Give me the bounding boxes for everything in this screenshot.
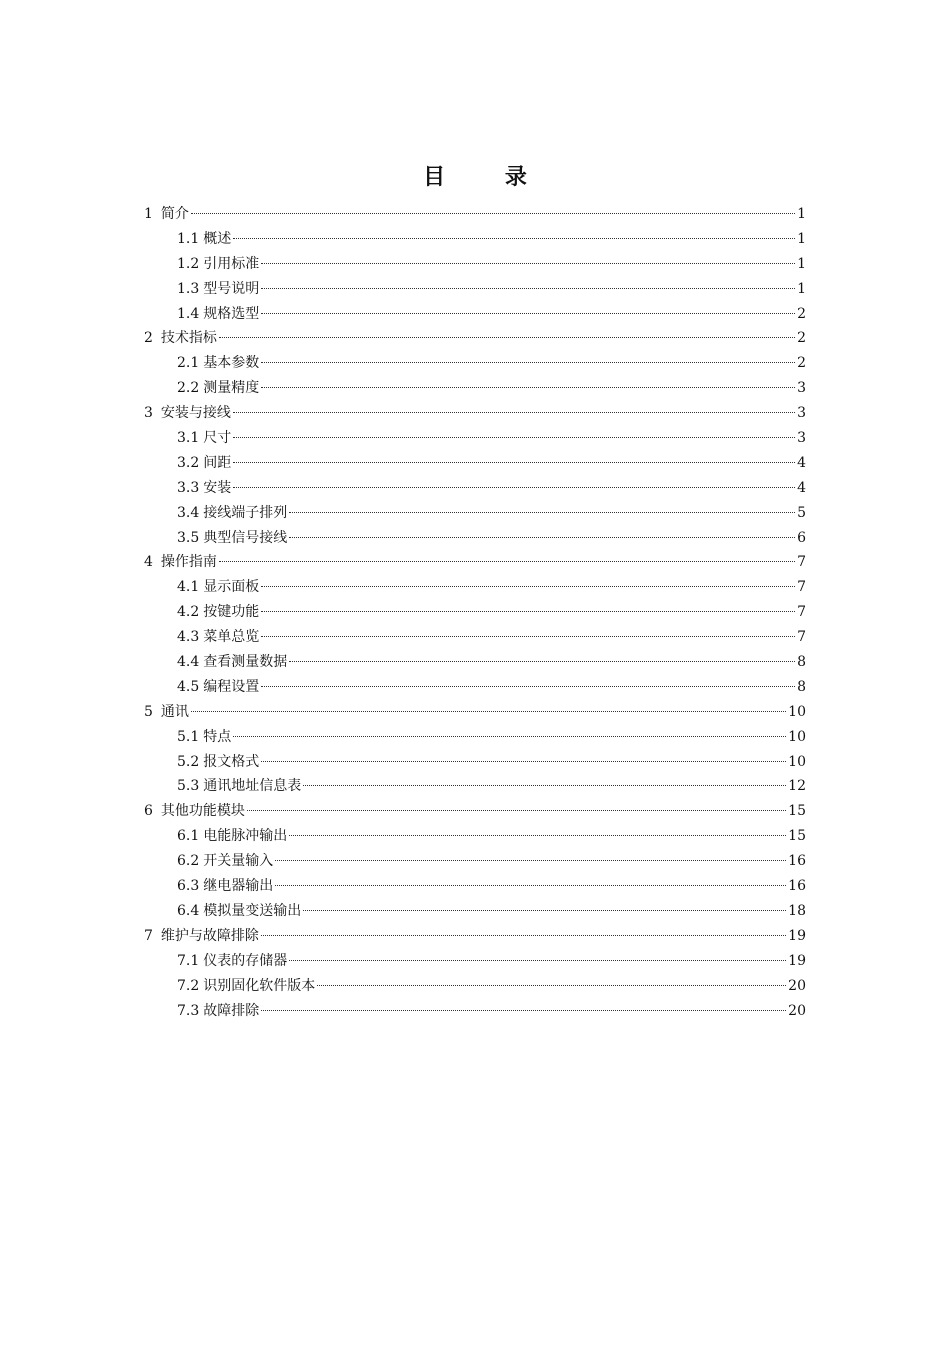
toc-entry-title: 电能脉冲输出: [203, 828, 288, 845]
toc-entry-page-number: 3: [797, 405, 806, 422]
toc-entry-title: 尺寸: [203, 430, 232, 447]
toc-entry-number: 7.1: [177, 952, 200, 969]
toc-section-entry[interactable]: [144, 999, 806, 1024]
toc-section-entry[interactable]: [144, 874, 806, 899]
toc-dot-leader: [275, 860, 786, 861]
toc-entry-page-number: 5: [797, 504, 806, 521]
toc-section-entry[interactable]: [144, 725, 806, 750]
toc-entry-title: 接线端子排列: [203, 504, 288, 521]
toc-entry-number: 4.4: [177, 654, 200, 671]
toc-entry-page-number: 7: [797, 629, 806, 646]
toc-entry-title: 通讯: [160, 703, 189, 720]
toc-entry-number: 3: [144, 405, 153, 422]
toc-section-entry[interactable]: [144, 252, 806, 277]
toc-section-entry[interactable]: [144, 750, 806, 775]
toc-chapter-entry[interactable]: [144, 550, 806, 575]
toc-list: [144, 202, 806, 1023]
toc-entry-title: 维护与故障排除: [160, 927, 259, 944]
toc-entry-title: 安装与接线: [160, 405, 231, 422]
toc-entry-page-number: 7: [797, 579, 806, 596]
toc-entry-title: 查看测量数据: [203, 654, 288, 671]
toc-entry-number: 5.1: [177, 728, 200, 745]
toc-entry-page-number: 3: [797, 430, 806, 447]
toc-entry-title: 通讯地址信息表: [203, 778, 302, 795]
toc-section-entry[interactable]: [144, 526, 806, 551]
toc-entry-title: 模拟量变送输出: [203, 902, 302, 919]
toc-entry-title: 型号说明: [203, 280, 260, 297]
toc-entry-number: 7.2: [177, 977, 200, 994]
toc-entry-page-number: 10: [788, 728, 806, 745]
toc-entry-title: 显示面板: [203, 579, 260, 596]
toc-entry-number: 6: [144, 803, 153, 820]
toc-section-entry[interactable]: [144, 849, 806, 874]
toc-entry-title: 概述: [203, 230, 232, 247]
toc-section-entry[interactable]: [144, 501, 806, 526]
toc-entry-number: 5.3: [177, 778, 200, 795]
toc-section-entry[interactable]: [144, 774, 806, 799]
toc-dot-leader: [261, 288, 795, 289]
toc-entry-number: 1.1: [177, 230, 200, 247]
toc-entry-title: 间距: [203, 454, 232, 471]
toc-entry-page-number: 2: [797, 330, 806, 347]
toc-section-entry[interactable]: [144, 575, 806, 600]
toc-section-entry[interactable]: [144, 974, 806, 999]
toc-section-entry[interactable]: [144, 600, 806, 625]
toc-chapter-entry[interactable]: [144, 799, 806, 824]
toc-entry-page-number: 1: [797, 206, 806, 222]
toc-dot-leader: [247, 810, 786, 811]
toc-dot-leader: [289, 537, 795, 538]
toc-chapter-entry[interactable]: [144, 924, 806, 949]
toc-entry-number: 3.3: [177, 479, 200, 496]
toc-entry-page-number: 8: [797, 654, 806, 671]
toc-entry-number: 3.4: [177, 504, 200, 521]
toc-chapter-entry[interactable]: [144, 700, 806, 725]
toc-entry-number: 1.2: [177, 255, 200, 272]
toc-section-entry[interactable]: [144, 625, 806, 650]
toc-dot-leader: [233, 412, 795, 413]
toc-entry-number: 3.1: [177, 430, 200, 447]
toc-entry-number: 6.1: [177, 828, 200, 845]
toc-chapter-entry[interactable]: [144, 326, 806, 351]
toc-section-entry[interactable]: [144, 476, 806, 501]
toc-dot-leader: [261, 362, 795, 363]
toc-entry-title: 操作指南: [160, 554, 217, 571]
toc-entry-page-number: 1: [797, 280, 806, 297]
toc-entry-page-number: 10: [788, 753, 806, 770]
toc-entry-title: 仪表的存储器: [203, 952, 288, 969]
toc-dot-leader: [289, 835, 786, 836]
toc-dot-leader: [261, 636, 795, 637]
toc-dot-leader: [289, 960, 786, 961]
toc-section-entry[interactable]: [144, 302, 806, 327]
toc-entry-number: 1: [144, 206, 153, 222]
toc-entry-title: 引用标准: [203, 255, 260, 272]
toc-dot-leader: [261, 1010, 786, 1011]
toc-chapter-entry[interactable]: [144, 202, 806, 227]
toc-dot-leader: [289, 512, 795, 513]
toc-section-entry[interactable]: [144, 451, 806, 476]
toc-entry-page-number: 4: [797, 454, 806, 471]
toc-entry-page-number: 19: [788, 952, 806, 969]
toc-entry-title: 按键功能: [203, 604, 260, 621]
toc-entry-page-number: 1: [797, 255, 806, 272]
toc-section-entry[interactable]: [144, 376, 806, 401]
toc-entry-number: 4.1: [177, 579, 200, 596]
toc-dot-leader: [261, 586, 795, 587]
toc-entry-page-number: 19: [788, 927, 806, 944]
toc-entry-page-number: 20: [788, 1002, 806, 1019]
toc-entry-number: 1.3: [177, 280, 200, 297]
toc-dot-leader: [261, 761, 786, 762]
toc-entry-page-number: 2: [797, 355, 806, 372]
toc-dot-leader: [261, 313, 795, 314]
toc-entry-number: 7.3: [177, 1002, 200, 1019]
toc-entry-number: 7: [144, 927, 153, 944]
toc-section-entry[interactable]: [144, 675, 806, 700]
toc-section-entry[interactable]: [144, 351, 806, 376]
toc-entry-title: 报文格式: [203, 753, 260, 770]
toc-entry-number: 3.2: [177, 454, 200, 471]
toc-entry-number: 2.2: [177, 380, 200, 397]
toc-entry-page-number: 1: [797, 230, 806, 247]
toc-entry-page-number: 2: [797, 305, 806, 322]
toc-entry-title: 规格选型: [203, 305, 260, 322]
toc-entry-page-number: 12: [788, 778, 806, 795]
toc-dot-leader: [303, 785, 786, 786]
toc-entry-title: 简介: [160, 206, 189, 222]
toc-entry-page-number: 16: [788, 853, 806, 870]
toc-entry-title: 测量精度: [203, 380, 260, 397]
toc-section-entry[interactable]: [144, 824, 806, 849]
toc-entry-title: 开关量输入: [203, 853, 274, 870]
toc-entry-page-number: 3: [797, 380, 806, 397]
toc-dot-leader: [275, 885, 786, 886]
toc-entry-number: 5: [144, 703, 153, 720]
toc-dot-leader: [191, 711, 786, 712]
toc-entry-number: 2.1: [177, 355, 200, 372]
toc-dot-leader: [191, 213, 795, 214]
toc-dot-leader: [261, 686, 795, 687]
toc-entry-number: 4: [144, 554, 153, 571]
toc-section-entry[interactable]: [144, 949, 806, 974]
toc-entry-title: 典型信号接线: [203, 529, 288, 546]
toc-dot-leader: [289, 661, 795, 662]
toc-entry-title: 编程设置: [203, 678, 260, 695]
toc-entry-number: 2: [144, 330, 153, 347]
toc-section-entry[interactable]: [144, 899, 806, 924]
toc-entry-page-number: 18: [788, 902, 806, 919]
toc-entry-title: 基本参数: [203, 355, 260, 372]
toc-dot-leader: [233, 736, 786, 737]
toc-dot-leader: [233, 238, 795, 239]
toc-chapter-entry[interactable]: [144, 401, 806, 426]
toc-entry-number: 4.3: [177, 629, 200, 646]
toc-entry-title: 特点: [203, 728, 232, 745]
toc-entry-number: 4.2: [177, 604, 200, 621]
toc-entry-page-number: 7: [797, 554, 806, 571]
toc-entry-title: 故障排除: [203, 1002, 260, 1019]
toc-entry-page-number: 7: [797, 604, 806, 621]
toc-entry-number: 3.5: [177, 529, 200, 546]
toc-dot-leader: [261, 935, 786, 936]
toc-entry-number: 5.2: [177, 753, 200, 770]
toc-dot-leader: [303, 910, 786, 911]
toc-title: 目 录: [423, 164, 553, 190]
toc-entry-number: 6.4: [177, 902, 200, 919]
toc-section-entry[interactable]: [144, 650, 806, 675]
toc-entry-number: 4.5: [177, 678, 200, 695]
toc-entry-page-number: 4: [797, 479, 806, 496]
toc-entry-title: 识别固化软件版本: [203, 977, 316, 994]
toc-dot-leader: [233, 487, 795, 488]
toc-dot-leader: [261, 387, 795, 388]
toc-dot-leader: [233, 437, 795, 438]
toc-dot-leader: [219, 337, 795, 338]
toc-section-entry[interactable]: [144, 426, 806, 451]
toc-entry-title: 技术指标: [160, 330, 217, 347]
toc-section-entry[interactable]: [144, 227, 806, 252]
toc-dot-leader: [219, 561, 795, 562]
toc-entry-number: 6.2: [177, 853, 200, 870]
toc-entry-page-number: 6: [797, 529, 806, 546]
toc-dot-leader: [261, 611, 795, 612]
toc-entry-title: 其他功能模块: [160, 803, 245, 820]
toc-entry-title: 菜单总览: [203, 629, 260, 646]
toc-entry-title: 安装: [203, 479, 232, 496]
toc-entry-page-number: 20: [788, 977, 806, 994]
toc-entry-page-number: 8: [797, 678, 806, 695]
toc-section-entry[interactable]: [144, 277, 806, 302]
toc-entry-page-number: 10: [788, 703, 806, 720]
toc-entry-page-number: 15: [788, 828, 806, 845]
toc-dot-leader: [317, 985, 786, 986]
toc-entry-number: 1.4: [177, 305, 200, 322]
toc-dot-leader: [261, 263, 795, 264]
toc-entry-page-number: 16: [788, 878, 806, 895]
toc-entry-page-number: 15: [788, 803, 806, 820]
toc-entry-number: 6.3: [177, 878, 200, 895]
toc-entry-title: 继电器输出: [203, 878, 274, 895]
toc-dot-leader: [233, 462, 795, 463]
